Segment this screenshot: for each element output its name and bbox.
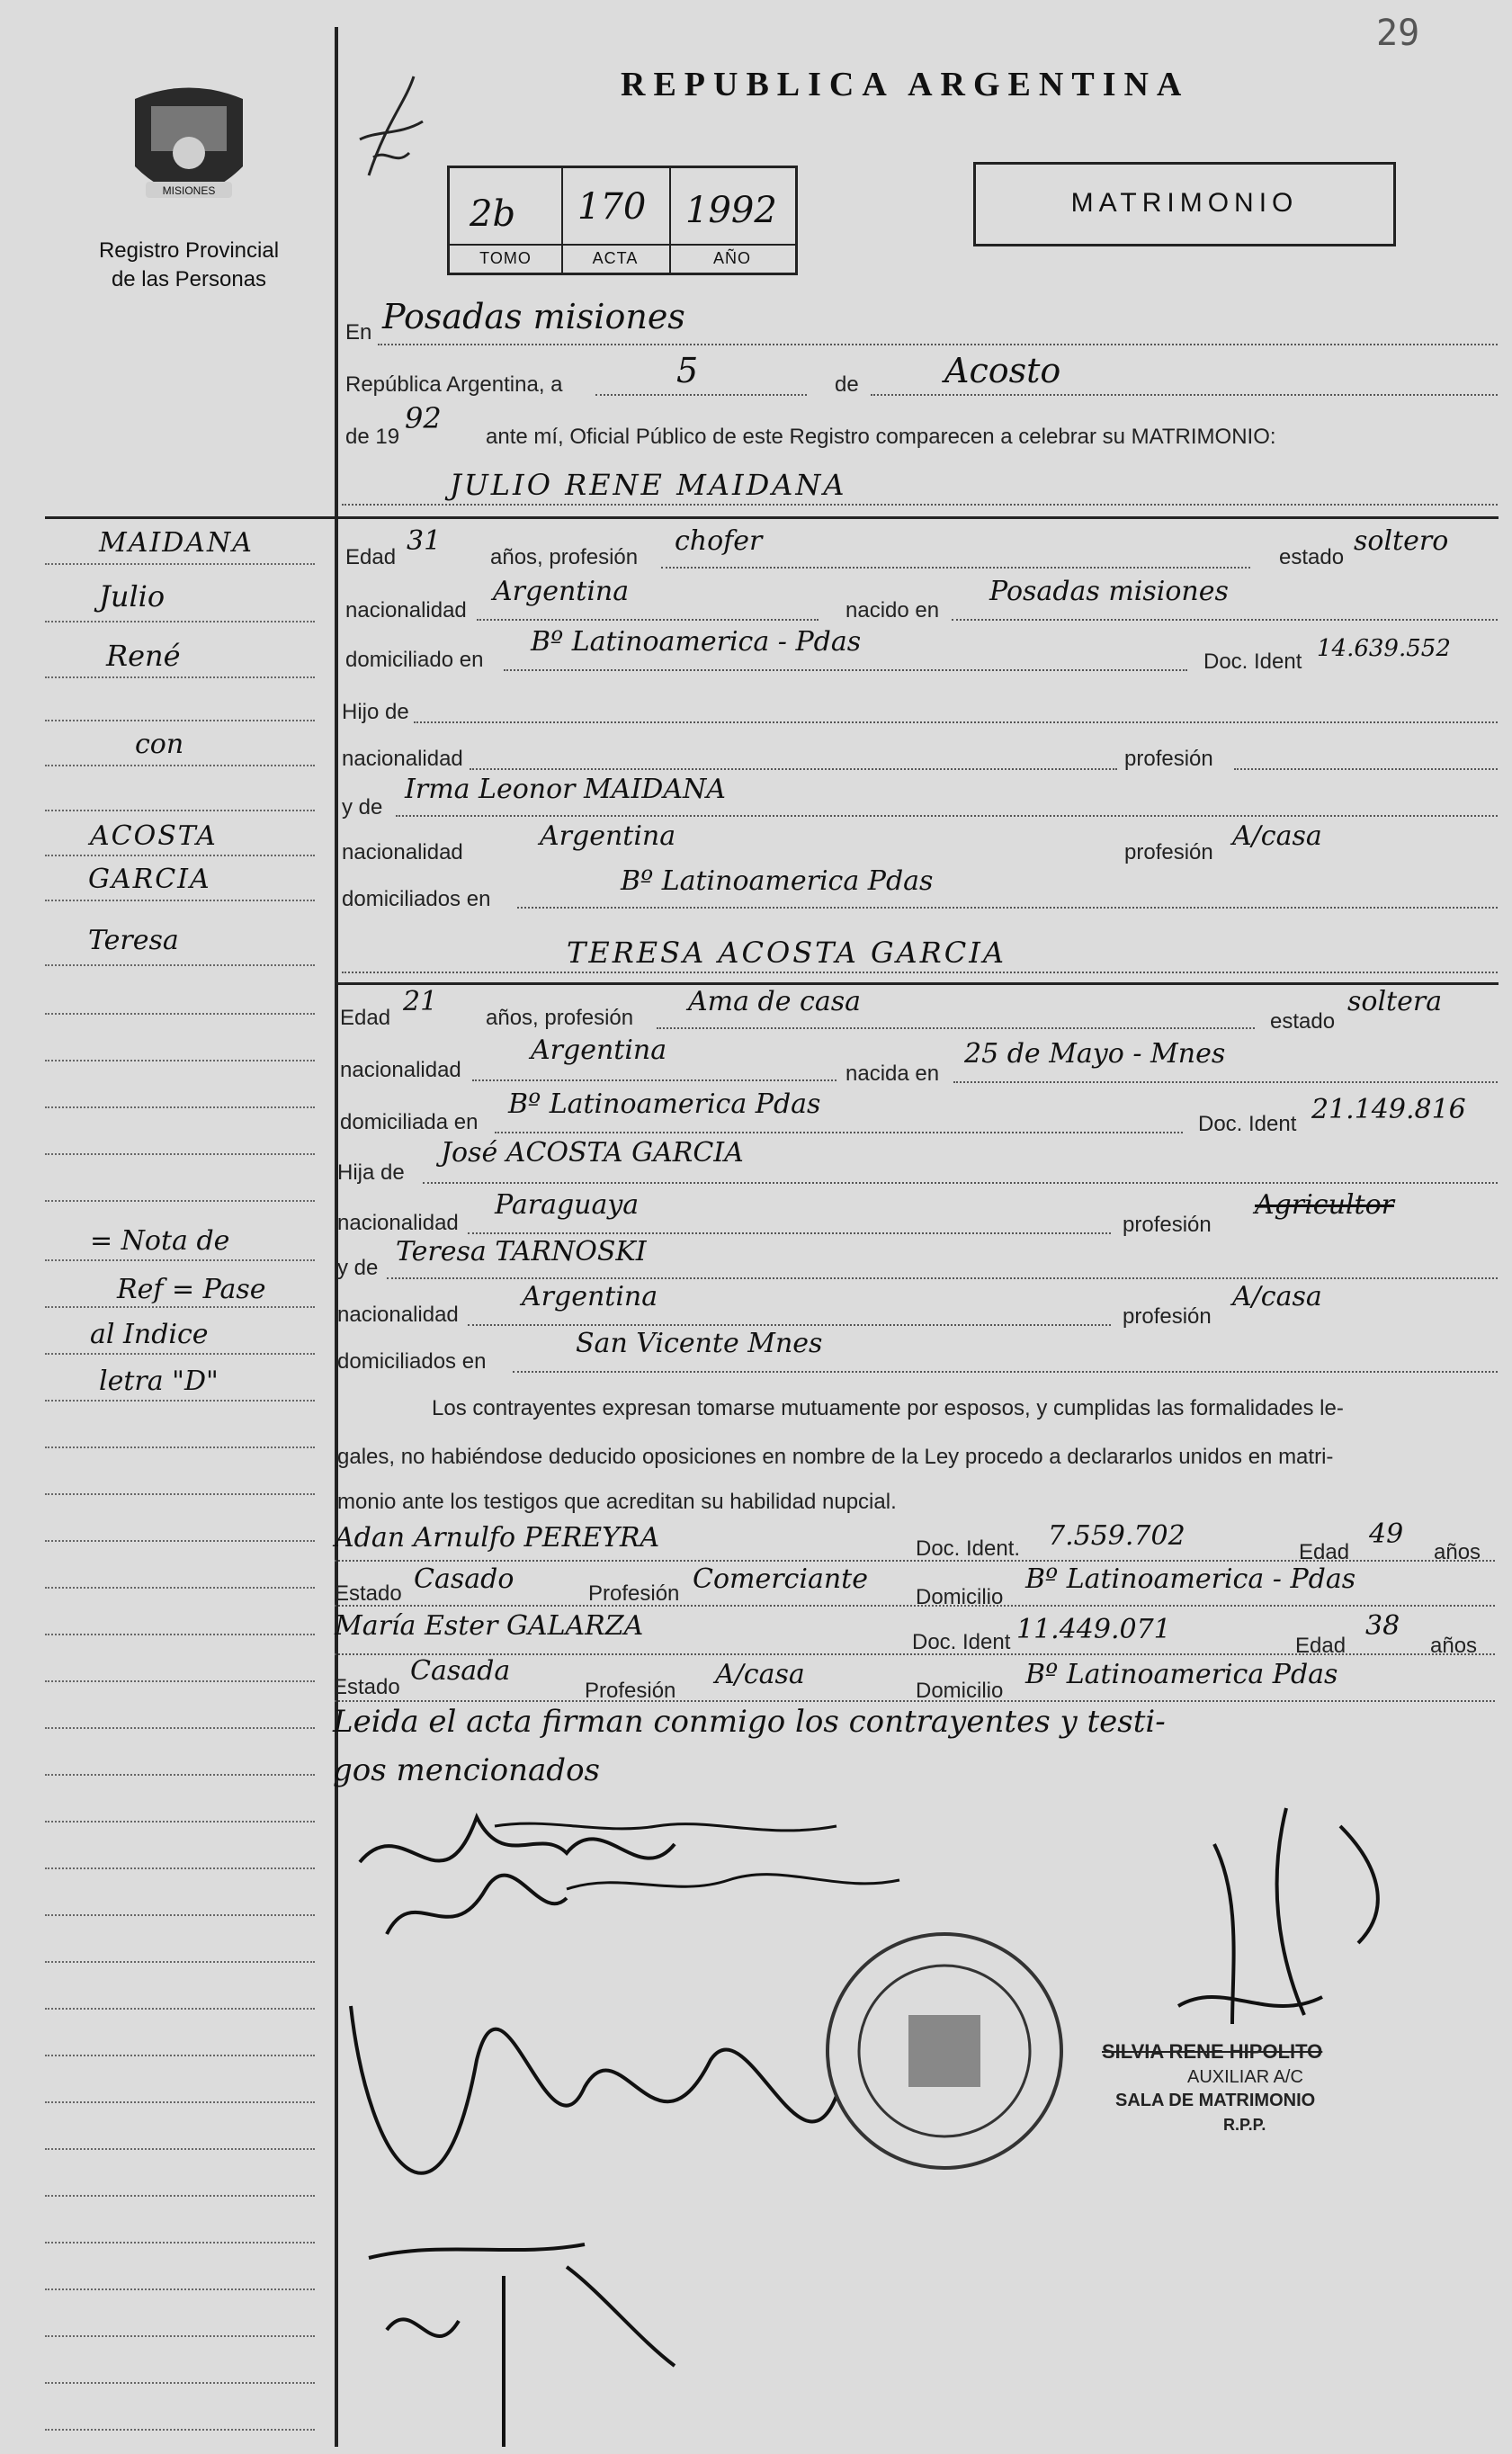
bride-hija-label: Hija de — [337, 1160, 405, 1185]
margin-note-line2: Ref = Pase — [117, 1274, 266, 1305]
margin-groom-surname: MAIDANA — [99, 527, 254, 559]
groom-madre-prof: A/casa — [1232, 820, 1322, 852]
margin-groom-name1: Julio — [99, 579, 166, 614]
bride-nacida: 25 de Mayo - Mnes — [964, 1038, 1226, 1070]
witness1-estado: Casado — [414, 1563, 514, 1595]
tomo-value: 2b — [470, 193, 516, 235]
witness1-name: Adan Arnulfo PEREYRA — [335, 1522, 660, 1554]
groom-nacionalidad: Argentina — [493, 576, 630, 607]
bride-profesion-label: años, profesión — [486, 1006, 634, 1030]
svg-text:MISIONES: MISIONES — [162, 184, 216, 197]
acta-value: 170 — [577, 186, 647, 228]
bride-name: TERESA ACOSTA GARCIA — [567, 936, 1007, 970]
witness1-estado-label: Estado — [335, 1581, 402, 1606]
country-title: REPUBLICA ARGENTINA — [621, 66, 1190, 103]
witness2-edad: 38 — [1365, 1610, 1400, 1642]
groom-nacionalidad-label: nacionalidad — [345, 598, 467, 622]
witness2-profesion-label: Profesión — [585, 1679, 676, 1703]
declaration-line3: monio ante los testigos que acreditan su habilidad nupcial. — [337, 1490, 897, 1514]
witness1-doc: 7.559.702 — [1048, 1520, 1185, 1552]
margin-note-line4: letra "D" — [99, 1366, 219, 1397]
groom-nacido: Posadas misiones — [989, 576, 1229, 607]
registry-name-line2: de las Personas — [111, 267, 267, 291]
groom-doc-label: Doc. Ident — [1203, 649, 1302, 674]
bride-nacionalidad-label: nacionalidad — [340, 1058, 461, 1082]
margin-groom-name2: René — [106, 639, 181, 673]
groom-edad: 31 — [407, 525, 442, 557]
ante-text: ante mí, Oficial Público de este Registro comparecen a celebrar su MATRIMONIO: — [486, 425, 1276, 449]
official-title2: SALA DE MATRIMONIO — [1115, 2091, 1316, 2110]
official-title3: R.P.P. — [1223, 2116, 1266, 2134]
witness2-anos-label: años — [1430, 1634, 1478, 1658]
bride-edad: 21 — [403, 986, 438, 1017]
year-prefix-label: de 19 — [345, 425, 400, 449]
bride-profesion: Ama de casa — [688, 986, 861, 1017]
anio-value: 1992 — [685, 190, 777, 231]
groom-estado: soltero — [1354, 525, 1449, 557]
bride-doc: 21.149.816 — [1311, 1094, 1466, 1125]
groom-madre: Irma Leonor MAIDANA — [405, 774, 726, 805]
groom-name: JULIO RENE MAIDANA — [450, 468, 847, 502]
witness2-name: María Ester GALARZA — [335, 1610, 644, 1642]
bride-madre-nac-label: nacionalidad — [337, 1303, 459, 1327]
bride-domicilio-label: domiciliada en — [340, 1110, 479, 1134]
witness2-doc-label: Doc. Ident — [912, 1630, 1011, 1654]
margin-note-line3: al Indice — [90, 1319, 209, 1350]
initial-flourish — [351, 67, 432, 193]
document-type: MATRIMONIO — [1070, 188, 1299, 218]
bride-nacida-label: nacida en — [845, 1061, 940, 1086]
page-number: 29 — [1376, 13, 1420, 54]
ceremony-place: Posadas misiones — [382, 297, 685, 336]
bride-edad-label: Edad — [340, 1006, 391, 1030]
witness1-doc-label: Doc. Ident. — [916, 1536, 1021, 1561]
anio-label: AÑO — [712, 249, 751, 267]
groom-estado-label: estado — [1279, 545, 1345, 569]
groom-edad-label: Edad — [345, 545, 397, 569]
signatures-area — [333, 1790, 1502, 2447]
bride-madre: Teresa TARNOSKI — [396, 1236, 647, 1267]
bride-estado: soltera — [1347, 986, 1443, 1017]
margin-bride-name: Teresa — [88, 925, 179, 956]
registry-numbers-box — [447, 166, 798, 275]
groom-madre-nac-label: nacionalidad — [342, 840, 463, 864]
groom-nacido-label: nacido en — [845, 598, 940, 622]
bride-doc-label: Doc. Ident — [1198, 1112, 1297, 1136]
declaration-line1: Los contrayentes expresan tomarse mutuamente por esposos, y cumplidas las formalidades le- — [432, 1396, 1344, 1420]
witness1-domicilio-label: Domicilio — [916, 1585, 1004, 1609]
groom-profesion: chofer — [675, 525, 763, 557]
groom-domicilio: Bº Latinoamerica - Pdas — [531, 626, 862, 658]
groom-madre-nac: Argentina — [540, 820, 676, 852]
witness1-anos-label: años — [1434, 1540, 1481, 1564]
witness2-doc: 11.449.071 — [1016, 1614, 1171, 1645]
bride-padre-prof-label: profesión — [1123, 1213, 1212, 1237]
groom-doc: 14.639.552 — [1317, 635, 1451, 662]
bride-madre-label: y de — [337, 1256, 379, 1280]
bride-padre: José ACOSTA GARCIA — [441, 1137, 744, 1169]
bride-domicilio: Bº Latinoamerica Pdas — [508, 1088, 821, 1120]
witness1-domicilio: Bº Latinoamerica - Pdas — [1025, 1563, 1356, 1595]
groom-profesion-label: años, profesión — [490, 545, 639, 569]
registry-name-line1: Registro Provincial — [98, 238, 280, 263]
witness1-profesion: Comerciante — [693, 1563, 868, 1595]
witness1-edad: 49 — [1369, 1518, 1404, 1550]
bride-estado-label: estado — [1270, 1009, 1336, 1034]
province-emblem — [126, 81, 252, 225]
groom-madre-label: y de — [342, 795, 383, 819]
groom-padre-nac-label: nacionalidad — [342, 747, 463, 771]
witness2-edad-label: Edad — [1295, 1634, 1346, 1658]
republica-label: República Argentina, a — [345, 372, 563, 397]
groom-domicilio-label: domiciliado en — [345, 648, 484, 672]
witness1-edad-label: Edad — [1299, 1540, 1350, 1564]
witness2-profesion: A/casa — [715, 1659, 805, 1690]
margin-con: con — [135, 729, 184, 760]
ceremony-year: 92 — [405, 401, 442, 435]
bride-padres-domicilio: San Vicente Mnes — [576, 1328, 823, 1359]
declaration-line2: gales, no habiéndose deducido oposiciones en nombre de la Ley procedo a declararlos unidos en matri- — [337, 1445, 1334, 1469]
bride-padre-nac: Paraguaya — [495, 1189, 640, 1221]
bride-padre-nac-label: nacionalidad — [337, 1211, 459, 1235]
closing-line2: gos mencionados — [333, 1752, 600, 1788]
official-title1: AUXILIAR A/C — [1187, 2067, 1303, 2087]
bride-padre-prof: Agricultor — [1255, 1189, 1394, 1221]
document-type-box — [973, 162, 1396, 246]
de-label: de — [835, 372, 859, 397]
official-name: SILVIA RENE HIPOLITO — [1102, 2040, 1323, 2063]
witness2-domicilio: Bº Latinoamerica Pdas — [1025, 1659, 1338, 1690]
tomo-label: TOMO — [479, 249, 532, 267]
bride-madre-nac: Argentina — [522, 1281, 658, 1312]
witness1-profesion-label: Profesión — [588, 1581, 680, 1606]
ceremony-day: 5 — [676, 351, 699, 390]
acta-label: ACTA — [592, 249, 639, 267]
margin-bride-surname2: GARCIA — [88, 864, 211, 895]
groom-madre-prof-label: profesión — [1124, 840, 1213, 864]
witness2-domicilio-label: Domicilio — [916, 1679, 1004, 1703]
bride-nacionalidad: Argentina — [531, 1034, 667, 1066]
groom-padres-domicilio: Bº Latinoamerica Pdas — [621, 865, 934, 897]
closing-line1: Leida el acta firman conmigo los contrayentes y testi- — [333, 1704, 1166, 1740]
en-label: En — [345, 320, 372, 345]
groom-padres-domicilio-label: domiciliados en — [342, 887, 491, 911]
margin-note-line1: = Nota de — [90, 1225, 230, 1257]
margin-bride-surname1: ACOSTA — [90, 820, 218, 852]
witness2-estado: Casada — [410, 1655, 511, 1687]
bride-padres-domicilio-label: domiciliados en — [337, 1349, 487, 1374]
bride-madre-prof: A/casa — [1232, 1281, 1322, 1312]
ceremony-month: Acosto — [944, 351, 1061, 390]
bride-madre-prof-label: profesión — [1123, 1304, 1212, 1329]
groom-hijo-label: Hijo de — [342, 700, 409, 724]
witness2-estado-label: Estado — [333, 1675, 400, 1699]
groom-padre-prof-label: profesión — [1124, 747, 1213, 771]
